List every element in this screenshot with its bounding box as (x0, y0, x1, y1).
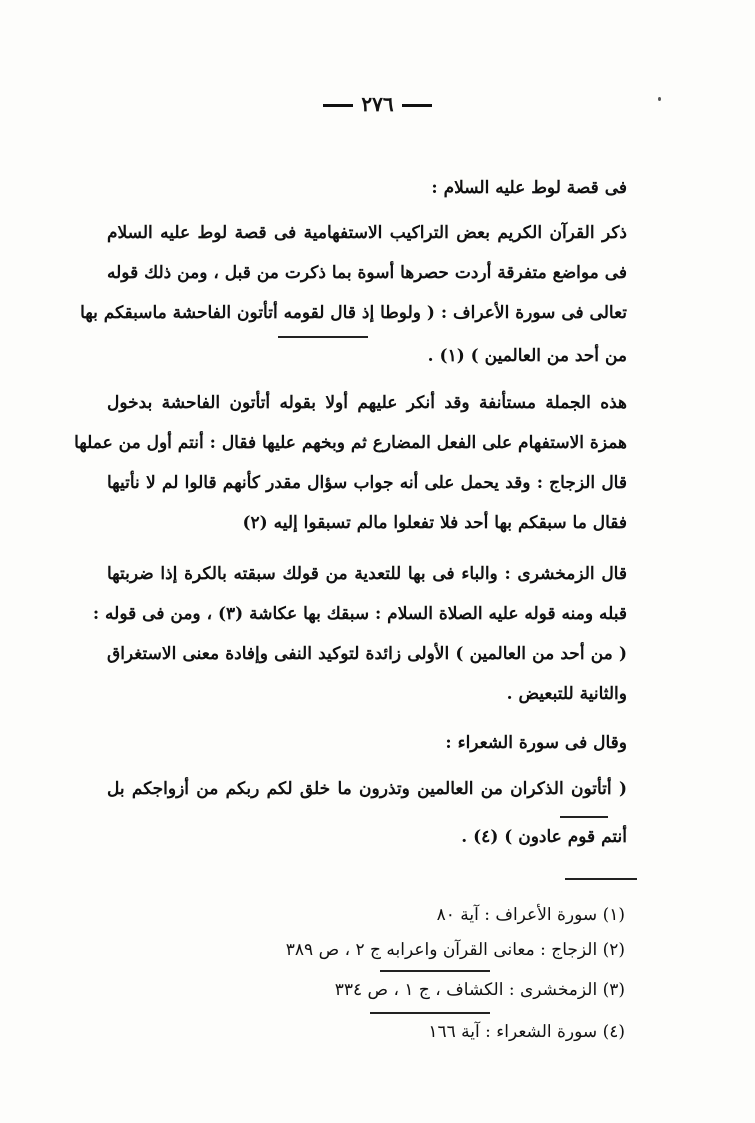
footnote: (٢) الزجاج : معانى القرآن واعرابه ج ٢ ، ص ٣٨٩ (285, 940, 625, 960)
paragraph-line: فقال ما سبقكم بها أحد فلا تفعلوا مالم تسبقوا إليه (٢) (242, 513, 627, 533)
paragraph-line: همزة الاستفهام على الفعل المضارع ثم وبخهم عليها فقال : أنتم أول من عملها (74, 433, 627, 453)
section-heading: فى قصة لوط عليه السلام : (431, 178, 627, 198)
paragraph-line: ( أتأتون الذكران من العالمين وتذرون ما خلق لكم ربكم من أزواجكم بل (107, 779, 627, 799)
paragraph-line: قال الزجاج : وقد يحمل على أنه جواب سؤال مقدر كأنهم قالوا لم لا نأتيها (107, 473, 627, 493)
footnote-underline (380, 970, 490, 972)
quote-underline (560, 816, 608, 818)
footnote: (١) سورة الأعراف : آية ٨٠ (436, 905, 625, 925)
footnote-rule (565, 878, 637, 880)
paragraph-line: تعالى فى سورة الأعراف : ( ولوطا إذ قال لقومه أتأتون الفاحشة ماسبقكم بها (80, 303, 627, 323)
quote-underline (278, 336, 368, 338)
footnote-underline (370, 1012, 490, 1014)
paragraph-line: قال الزمخشرى : والباء فى بها للتعدية من قولك سبقته بالكرة إذا ضربتها (107, 564, 627, 584)
page-number-dash-right (323, 104, 353, 107)
paragraph-line: ذكر القرآن الكريم بعض التراكيب الاستفهامية فى قصة لوط عليه السلام (107, 223, 627, 243)
footnote: (٤) سورة الشعراء : آية ١٦٦ (428, 1022, 625, 1042)
page-number-dash-left (402, 104, 432, 107)
paragraph-line: قبله ومنه قوله عليه الصلاة السلام : سبقك بها عكاشة (٣) ، ومن فى قوله : (92, 604, 627, 624)
subheading: وقال فى سورة الشعراء : (445, 733, 627, 753)
page-number (0, 92, 755, 116)
paragraph-line: والثانية للتبعيض . (506, 684, 627, 704)
paragraph-line: ( من أحد من العالمين ) الأولى زائدة لتوكيد النفى وإفادة معنى الاستغراق (107, 644, 627, 664)
paragraph-line: فى مواضع متفرقة أردت حصرها أسوة بما ذكرت من قبل ، ومن ذلك قوله (107, 263, 627, 283)
page-number-text: ٢٧٦ (361, 92, 394, 116)
paragraph-line: أنتم قوم عادون ) (٤) . (461, 827, 627, 847)
paragraph-line: هذه الجملة مستأنفة وقد أنكر عليهم أولا بقوله أتأتون الفاحشة بدخول (107, 393, 627, 413)
paragraph-line: من أحد من العالمين ) (١) . (427, 346, 627, 366)
footnote: (٣) الزمخشرى : الكشاف ، ج ١ ، ص ٣٣٤ (334, 980, 625, 1000)
